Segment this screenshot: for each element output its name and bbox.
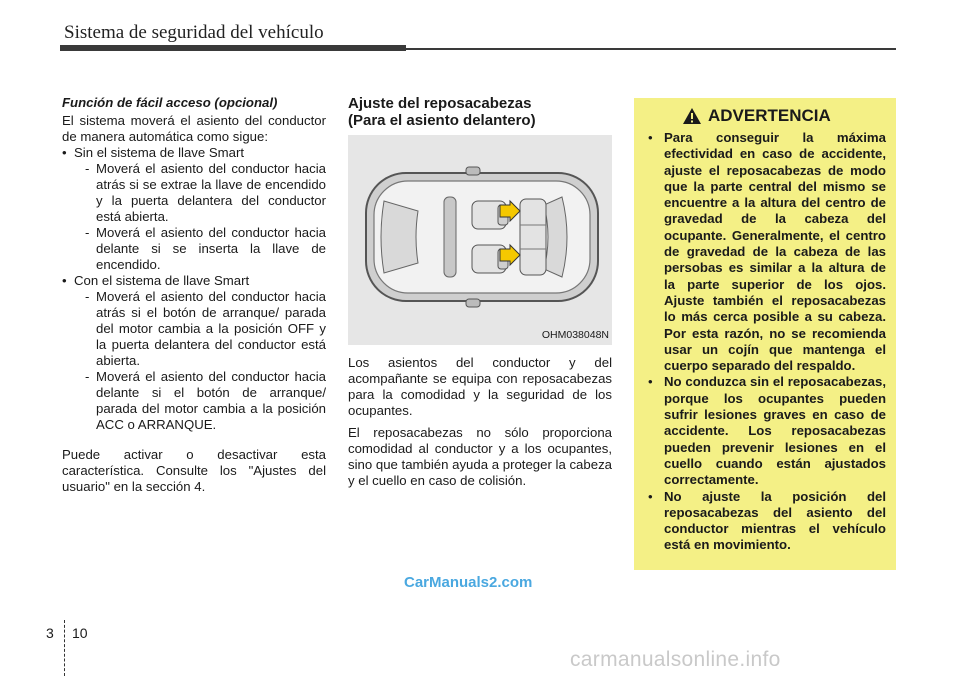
warning-title: ADVERTENCIA bbox=[708, 106, 831, 125]
footer-site-text: carmanualsonline.info bbox=[570, 648, 781, 671]
easy-access-outro: Puede activar o desactivar esta característica. Consulte los "Ajustes del usuario" en la sección 4. bbox=[62, 447, 326, 494]
headrest-title-line2: (Para el asiento delantero) bbox=[348, 112, 536, 129]
car-top-view-illustration bbox=[348, 135, 612, 345]
sublist-item: - Moverá el asiento del conductor hacia atrás si el botón de arranque/ parada del motor cambia a la posición OFF y la puerta delantera del conductor está abierta. bbox=[74, 289, 326, 369]
header-rule-thick bbox=[60, 45, 406, 51]
easy-access-list bbox=[62, 145, 326, 433]
watermark-text: CarManuals2.com bbox=[404, 574, 533, 591]
headrest-paragraph-2: El reposacabezas no sólo proporciona comodidad al conductor y a los ocupantes, sino que también ayuda a proteger la cabeza y el cuello en caso de colisión. bbox=[348, 425, 612, 488]
headrest-title-line1: Ajuste del reposacabezas bbox=[348, 95, 532, 112]
list-item-label: Con el sistema de llave Smart bbox=[74, 273, 250, 288]
list-item bbox=[62, 145, 326, 273]
headrest-section-title bbox=[348, 95, 612, 129]
sublist-item: - Moverá el asiento del conductor hacia delante si se inserta la llave de encendido. bbox=[74, 225, 326, 273]
header-rule-thin bbox=[406, 48, 896, 50]
easy-access-intro: El sistema moverá el asiento del conductor de manera automática como sigue: bbox=[62, 113, 326, 144]
warning-item: • Para conseguir la máxima efectividad en caso de accidente, ajuste el reposacabezas de modo que la parte central del mismo se encuentre a la altura del centro de gravedad de la cabeza del ocupante. Generalmente, el centro de gravedad de la cabeza de las persobas es similar a la altura de la parte superior de los ojos. Ajuste también el reposacabezas lo más cerca posible a su cabeza. Por esta razón, no se recomienda usar un cojín que mantenga el cuerpo separado del respaldo. bbox=[648, 130, 886, 374]
easy-access-subheading: Función de fácil acceso (opcional) bbox=[62, 95, 278, 110]
sublist bbox=[74, 289, 326, 433]
page-header-title: Sistema de seguridad del vehículo bbox=[64, 22, 324, 43]
sublist bbox=[74, 161, 326, 273]
page-number: 10 bbox=[72, 625, 88, 641]
warning-header bbox=[682, 106, 886, 126]
warning-triangle-icon bbox=[682, 107, 702, 125]
headrest-paragraph-1: Los asientos del conductor y del acompañante se equipa con reposacabezas para la comodidad y la seguridad de los ocupantes. bbox=[348, 355, 612, 418]
warning-box bbox=[634, 98, 896, 570]
sublist-item: - Moverá el asiento del conductor hacia atrás si se extrae la llave de encendido y la puerta delantera del conductor está abierta. bbox=[74, 161, 326, 225]
warning-list bbox=[648, 130, 886, 554]
footer-dashed-rule bbox=[64, 620, 65, 676]
list-item bbox=[62, 273, 326, 433]
column-headrest bbox=[348, 95, 612, 495]
column-easy-access bbox=[62, 95, 326, 495]
warning-item: • No ajuste la posición del reposacabezas del asiento del conductor mientras el vehículo está en movimiento. bbox=[648, 489, 886, 554]
page-chapter-number: 3 bbox=[46, 625, 54, 641]
car-top-view-figure bbox=[348, 135, 612, 345]
figure-caption: OHM038048N bbox=[541, 329, 609, 341]
list-item-label: Sin el sistema de llave Smart bbox=[74, 145, 245, 160]
warning-item: • No conduzca sin el reposacabezas, porque los ocupantes pueden sufrir lesiones graves en caso de accidente. Los reposacabezas pueden prevenir lesiones en el cuello cuando están ajustados correctamente. bbox=[648, 374, 886, 488]
sublist-item: - Moverá el asiento del conductor hacia delante si el botón de arranque/ parada del motor cambia a la posición ACC o ARRANQUE. bbox=[74, 369, 326, 433]
